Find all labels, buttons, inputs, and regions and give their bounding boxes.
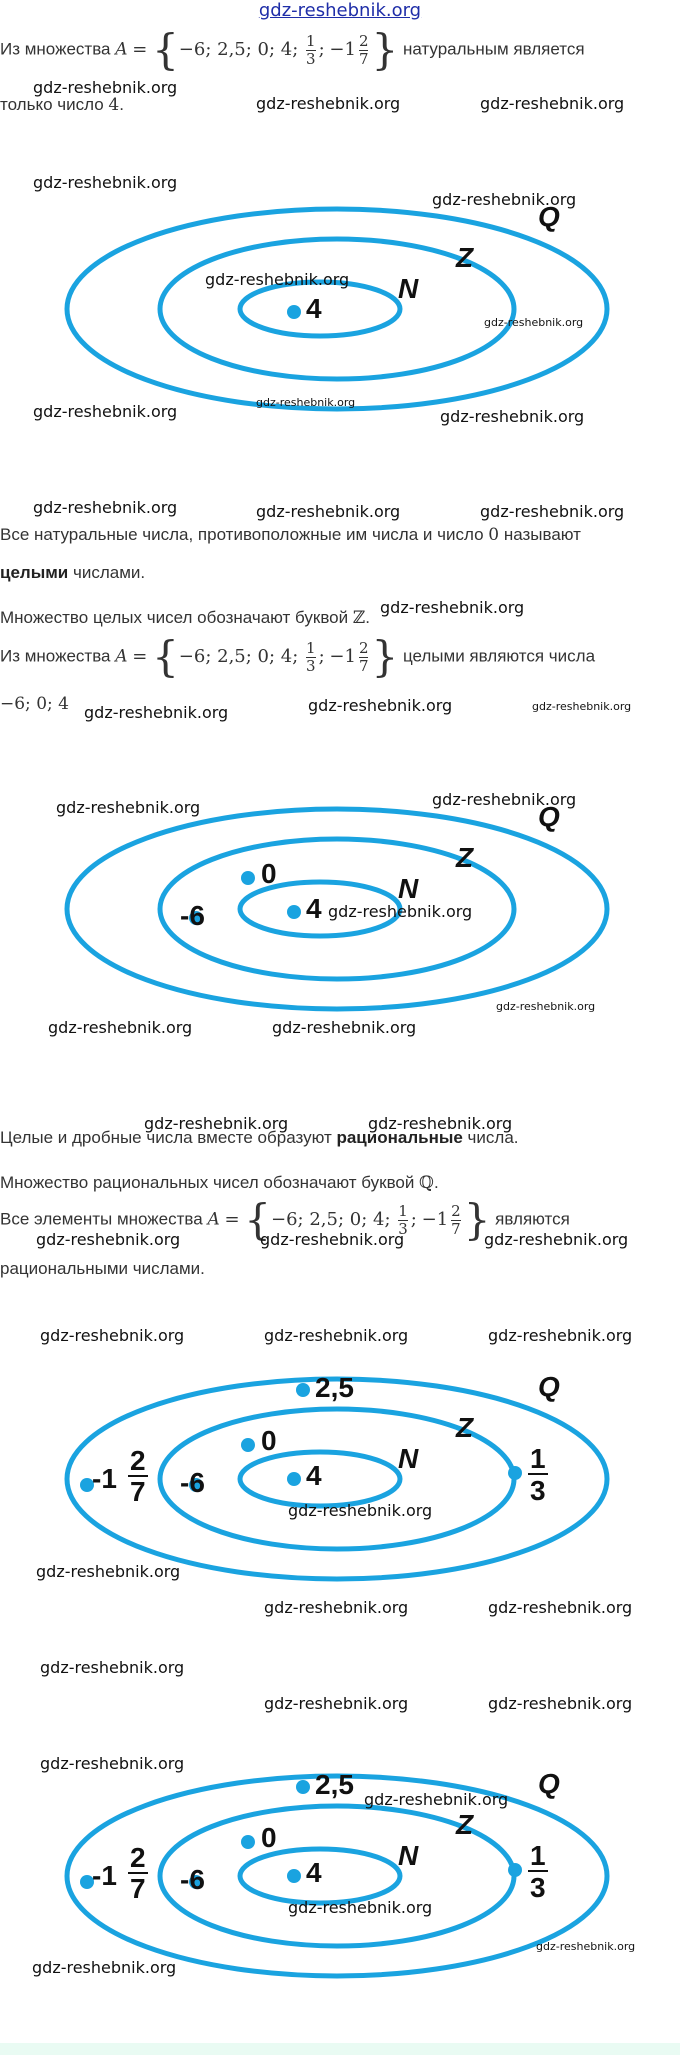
watermark: gdz-reshebnik.org [33,402,178,421]
p1-pre-text: Из множества [0,39,111,59]
set-label-n: N [398,1443,419,1474]
fraction-one-third: $\frac{1}{3}$ [306,31,316,68]
watermark: gdz-reshebnik.org [256,502,401,521]
watermark: gdz-reshebnik.org [264,1598,409,1617]
watermark: gdz-reshebnik.org [33,78,178,97]
set-equals: = [132,39,148,60]
svg-text:-1: -1 [92,1463,117,1494]
set-label-z: Z [456,1412,474,1443]
bold-word-integers: целыми [0,563,69,582]
svg-text:7: 7 [130,1476,146,1507]
watermark: gdz-reshebnik.org [480,94,625,113]
paragraph-2-line-2: целыми числами. [0,563,146,582]
watermark: gdz-reshebnik.org [364,1790,509,1809]
watermark: gdz-reshebnik.org [496,1000,596,1013]
watermark: gdz-reshebnik.org [380,598,525,617]
paragraph-2-line-3: Множество целых чисел обозначают буквой ℤ. [0,608,371,628]
watermark: gdz-reshebnik.org [432,190,577,209]
watermark: gdz-reshebnik.org [536,1940,636,1953]
watermark: gdz-reshebnik.org [56,798,201,817]
set-label-q: Q [538,1768,560,1799]
watermark: gdz-reshebnik.org [484,316,584,329]
watermark: gdz-reshebnik.org [256,94,401,113]
point-dot [287,1869,301,1883]
svg-text:2: 2 [130,1842,146,1873]
point-dot [508,1863,522,1877]
point-label-one-third [528,1443,548,1506]
point-label-minus-one-two-sevenths [92,1842,148,1904]
watermark: gdz-reshebnik.org [328,902,473,921]
point-label-minus-6: -6 [180,1864,205,1895]
point-label-one-third [528,1840,548,1903]
watermark: gdz-reshebnik.org [84,703,229,722]
watermark: gdz-reshebnik.org [36,1230,181,1249]
point-label-0: 0 [261,1822,277,1853]
set-label-n: N [398,1840,419,1871]
point-dot [241,1438,255,1452]
point-dot [241,871,255,885]
paragraph-3-line-2: Множество рациональных чисел обозначают буквой ℚ. [0,1173,439,1193]
point-label-minus-one-two-sevenths [92,1445,148,1507]
watermark: gdz-reshebnik.org [264,1326,409,1345]
watermark: gdz-reshebnik.org [488,1326,633,1345]
watermark: gdz-reshebnik.org [484,1230,629,1249]
point-dot [287,905,301,919]
watermark: gdz-reshebnik.org [368,1114,513,1133]
point-dot [287,1472,301,1486]
svg-text:3: 3 [530,1872,546,1903]
point-label-2-5: 2,5 [315,1372,354,1403]
watermark: gdz-reshebnik.org [488,1598,633,1617]
point-label-4: 4 [306,893,322,924]
watermark: gdz-reshebnik.org [33,173,178,192]
point-label-2-5: 2,5 [315,1769,354,1800]
right-brace: } [371,25,399,74]
set-label-q: Q [538,201,560,232]
watermark: gdz-reshebnik.org [488,1694,633,1713]
point-label-0: 0 [261,1425,277,1456]
mixed-whole: −1 [329,39,356,60]
watermark: gdz-reshebnik.org [264,1694,409,1713]
set-name: A [115,39,128,60]
paragraph-3-line-1: Целые и дробные числа вместе образуют рациональные числа. [0,1128,519,1147]
point-label-0: 0 [261,858,277,889]
point-label-minus-6: -6 [180,900,205,931]
point-label-4: 4 [306,1857,322,1888]
paragraph-1-line-1: Из множества A = {−6; 2,5; 0; 4; $\frac{1}{3}$ ; −1 $\frac{2}{7}$ } натуральным является [0,25,585,74]
svg-text:2: 2 [130,1445,146,1476]
watermark: gdz-reshebnik.org [48,1018,193,1037]
point-dot [241,1835,255,1849]
watermark: gdz-reshebnik.org [288,1898,433,1917]
watermark: gdz-reshebnik.org [36,1562,181,1581]
watermark: gdz-reshebnik.org [272,1018,417,1037]
point-dot [296,1383,310,1397]
svg-text:1: 1 [530,1443,546,1474]
watermark: gdz-reshebnik.org [432,790,577,809]
watermark: gdz-reshebnik.org [33,498,178,517]
watermark: gdz-reshebnik.org [480,502,625,521]
set-label-z: Z [456,242,474,273]
set-label-q: Q [538,1371,560,1402]
watermark: gdz-reshebnik.org [205,270,350,289]
set-items: −6; 2,5; 0; 4; [178,39,299,60]
site-link[interactable]: gdz-reshebnik.org [258,0,422,21]
point-label-4: 4 [306,1460,322,1491]
point-dot [296,1780,310,1794]
integers-list: −6; 0; 4 [0,694,69,714]
watermark: gdz-reshebnik.org [440,407,585,426]
svg-text:3: 3 [530,1475,546,1506]
paragraph-3-line-4: рациональными числами. [0,1259,205,1278]
watermark: gdz-reshebnik.org [32,1958,177,1977]
paragraph-2-line-1: Все натуральные числа, противоположные им числа и число 0 называют [0,525,581,545]
watermark: gdz-reshebnik.org [260,1230,405,1249]
point-dot [287,305,301,319]
svg-text:-1: -1 [92,1860,117,1891]
bottom-strip [0,2043,680,2055]
set-label-q: Q [538,801,560,832]
paragraph-1-line-2: только число 4. [0,95,124,115]
watermark: gdz-reshebnik.org [40,1658,185,1677]
svg-text:7: 7 [130,1873,146,1904]
point-label-minus-6: -6 [180,1467,205,1498]
point-label-4: 4 [306,293,322,324]
watermark: gdz-reshebnik.org [256,396,356,409]
watermark: gdz-reshebnik.org [532,700,632,713]
paragraph-3-line-3: Все элементы множества A = {−6; 2,5; 0; 4; $\frac{1}{3}$ ; −1 $\frac{2}{7}$ } являются [0,1195,570,1244]
p1-post-text: натуральным является [402,39,585,59]
svg-text:1: 1 [530,1840,546,1871]
paragraph-2-line-4: Из множества A = {−6; 2,5; 0; 4; $\frac{1}{3}$ ; −1 $\frac{2}{7}$ } целыми являются числа [0,632,596,681]
set-label-z: Z [456,1809,474,1840]
set-label-n: N [398,273,419,304]
set-label-n: N [398,873,419,904]
left-brace: { [152,25,179,74]
point-dot [508,1466,522,1480]
bold-word-rational: рациональные [336,1128,463,1147]
watermark: gdz-reshebnik.org [144,1114,289,1133]
fraction-two-sevenths: $\frac{2}{7}$ [358,31,369,68]
watermark: gdz-reshebnik.org [40,1326,185,1345]
watermark: gdz-reshebnik.org [40,1754,185,1773]
watermark: gdz-reshebnik.org [288,1501,433,1520]
watermark: gdz-reshebnik.org [308,696,453,715]
set-label-z: Z [456,842,474,873]
